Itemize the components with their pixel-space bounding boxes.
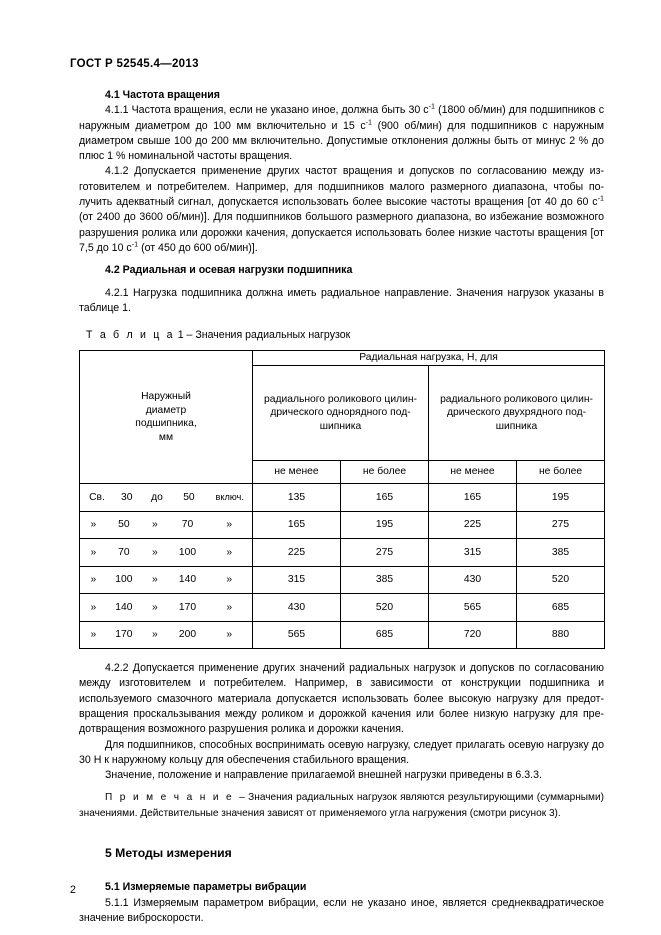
standard-header: ГОСТ Р 52545.4—2013 [70, 58, 199, 70]
table-caption-text: 1 – Значения радиальных нагрузок [177, 329, 351, 342]
subheader-max-2: не более [517, 461, 605, 484]
header-diameter-l2: диаметр [145, 404, 187, 416]
cell-value: 880 [517, 621, 605, 649]
header-double-l1: радиального роликового цилин- [440, 393, 593, 405]
cell-value: 165 [429, 484, 517, 512]
paragraph-4-2-1: 4.2.1 Нагрузка подшипника должна иметь радиальное направление. Значения нагрузок указаны в таблице 1. [79, 286, 604, 314]
page-content [79, 88, 604, 926]
radial-loads-table [79, 350, 605, 649]
range-cell [80, 539, 253, 567]
header-double-row-bearing [429, 366, 605, 461]
cell-value: 225 [253, 539, 341, 567]
paragraph-5-1-1: 5.1.1 Измеряемым параметром вибрации, если не указано иное, является среднеквадратическое значение виброскорости. [79, 896, 604, 924]
range-mid: » [151, 629, 158, 641]
p412-part-b: (от 2400 до 3600 об/мин)]. Для подшипников большого размерного диапазона, во избежание возможного разрушения ролика или дорожки качения, допускается использовать более низкие частоты вращения [от 7,5 до 10 с [79, 211, 604, 254]
table-note [79, 790, 604, 821]
range-from: 140 [115, 601, 133, 613]
range-to: 200 [178, 629, 197, 641]
subheader-max-1: не более [341, 461, 429, 484]
range-from: 30 [121, 491, 133, 503]
header-double-l2: дрического двухрядного под- [447, 407, 587, 419]
p411-part-b: (1800 об/мин) для подшипников с наружным диаметром до 100 мм включительно и 15 с [79, 104, 605, 132]
p412-part-c: (от 450 до 600 об/мин)]. [138, 241, 258, 254]
cell-value: 720 [429, 621, 517, 649]
p411-superscript-1: -1 [428, 101, 436, 111]
range-prefix: » [90, 601, 97, 613]
spacer [79, 783, 604, 790]
range-suffix: » [226, 546, 233, 558]
header-diameter-l4: мм [158, 431, 174, 443]
range-suffix: » [226, 519, 233, 531]
range-cell [80, 594, 253, 622]
cell-value: 275 [341, 539, 429, 567]
table-row [80, 566, 605, 594]
note-text: – Значения радиальных нагрузок являются результирующими (суммарными) значениями. Действительные значения зависят от применяемого угла нагружения (смотри рисунок 3). [79, 792, 604, 819]
paragraph-4-2-2: 4.2.2 Допускается применение других значений радиальных нагрузок и допусков по согласованию между изготовителем и потребителем. Например, в зависимости от конструкции подшипника и используемого смазочного материала допускается использовать более высокую нагрузку для предотвращения проскальзывания между роликом и дорожкой качения или более низкую нагрузку для предотвращения возможного разрушения ролика и дорожки качения. [79, 662, 604, 736]
cell-value: 520 [341, 594, 429, 622]
paragraph-4-1-2 [79, 164, 604, 256]
range-from: 50 [118, 519, 130, 531]
p411-part-c: (900 об/мин) для подшипников с наружным диаметром свыше 100 до 200 мм включительно. Допустимые отклонения должны быть от минус 2 % до плюс 1 % номинальной частоты вращения. [79, 119, 604, 163]
range-suffix: включ. [215, 492, 244, 503]
spacer [79, 279, 604, 286]
header-diameter-l3: подшипника, [135, 418, 197, 430]
p412-superscript-1: -1 [597, 193, 604, 203]
cell-value: 165 [341, 484, 429, 512]
header-single-row-bearing [253, 366, 429, 461]
range-mid: » [151, 546, 158, 558]
header-outer-diameter [80, 351, 253, 484]
table-caption [79, 328, 604, 343]
table-caption-label: Т а б л и ц а [86, 329, 175, 342]
heading-5: 5 Методы измерения [105, 846, 232, 861]
p411-superscript-2: -1 [365, 117, 373, 127]
header-diameter-l1: Наружный [141, 391, 191, 403]
cell-value: 685 [341, 621, 429, 649]
range-mid: до [151, 491, 163, 503]
cell-value: 430 [253, 594, 341, 622]
p412-part-a: 4.1.2 Допускается применение других частот вращения и допусков по согласованию между изготовителем и потребителем. Например, для подшипников малого размерного диапазона, чтобы получить адекватный сигнал, допускается использовать более высокие частоты вращения [от 40 до 60 с [79, 165, 604, 209]
cell-value: 315 [253, 566, 341, 594]
range-prefix: » [90, 519, 97, 531]
range-prefix: » [90, 546, 97, 558]
heading-5-1: 5.1 Измеряемые параметры вибрации [105, 881, 307, 894]
paragraph-4-2-2-b: Для подшипников, способных воспринимать осевую нагрузку, следует прилагать осевую нагрузку до 30 Н к наружному кольцу для обеспечения стабильного вращения. [79, 738, 604, 766]
cell-value: 195 [341, 511, 429, 539]
range-suffix: » [226, 574, 233, 586]
spacer [79, 316, 604, 328]
table-row [80, 594, 605, 622]
range-cell [80, 566, 253, 594]
cell-value: 685 [517, 594, 605, 622]
range-mid: » [151, 601, 158, 613]
range-to: 70 [181, 519, 194, 531]
range-cell [80, 484, 253, 512]
table-row [80, 511, 605, 539]
range-mid: » [151, 519, 158, 531]
subheader-min-2: не менее [429, 461, 517, 484]
table-row [80, 484, 605, 512]
cell-value: 275 [517, 511, 605, 539]
range-prefix: Св. [89, 491, 105, 503]
range-suffix: » [226, 629, 233, 641]
table-row [80, 539, 605, 567]
cell-value: 565 [253, 621, 341, 649]
note-label: П р и м е ч а н и е [105, 792, 240, 804]
table-row [80, 621, 605, 649]
p411-part-a: 4.1.1 Частота вращения, если не указано иное, должна быть 30 с [105, 104, 429, 117]
header-radial-load-group: Радиальная нагрузка, Н, для [253, 351, 605, 366]
header-single-l2: дрического однорядного под- [270, 407, 411, 419]
cell-value: 165 [253, 511, 341, 539]
page-number: 2 [70, 884, 76, 896]
p412-superscript-2: -1 [131, 239, 139, 249]
range-to: 100 [178, 546, 197, 558]
range-to: 140 [178, 574, 197, 586]
heading-4-1: 4.1 Частота вращения [105, 89, 220, 101]
range-from: 100 [115, 574, 133, 586]
range-from: 170 [115, 629, 133, 641]
header-double-l3: шипника [495, 420, 538, 432]
range-suffix: » [226, 601, 233, 613]
cell-value: 520 [517, 566, 605, 594]
spacer [79, 256, 604, 263]
header-single-l3: шипника [319, 420, 362, 432]
cell-value: 225 [429, 511, 517, 539]
cell-value: 195 [517, 484, 605, 512]
range-from: 70 [118, 546, 130, 558]
range-to: 50 [183, 491, 195, 503]
cell-value: 385 [341, 566, 429, 594]
cell-value: 565 [429, 594, 517, 622]
paragraph-4-1-1 [79, 103, 604, 164]
spacer [79, 821, 604, 846]
heading-4-2: 4.2 Радиальная и осевая нагрузки подшипника [105, 264, 353, 277]
range-to: 170 [178, 601, 197, 613]
range-cell [80, 621, 253, 649]
cell-value: 385 [517, 539, 605, 567]
paragraph-4-2-2-c: Значение, положение и направление прилагаемой внешней нагрузки приведены в 6.3.3. [105, 769, 542, 782]
cell-value: 430 [429, 566, 517, 594]
spacer [79, 861, 604, 880]
subheader-min-1: не менее [253, 461, 341, 484]
cell-value: 135 [253, 484, 341, 512]
range-prefix: » [90, 574, 97, 586]
table-header-row-group [80, 351, 605, 366]
range-mid: » [151, 574, 158, 586]
range-prefix: » [90, 629, 97, 641]
range-cell [80, 511, 253, 539]
spacer [79, 343, 604, 350]
header-single-l1: радиального роликового цилин- [264, 393, 417, 405]
spacer [79, 649, 604, 661]
cell-value: 315 [429, 539, 517, 567]
